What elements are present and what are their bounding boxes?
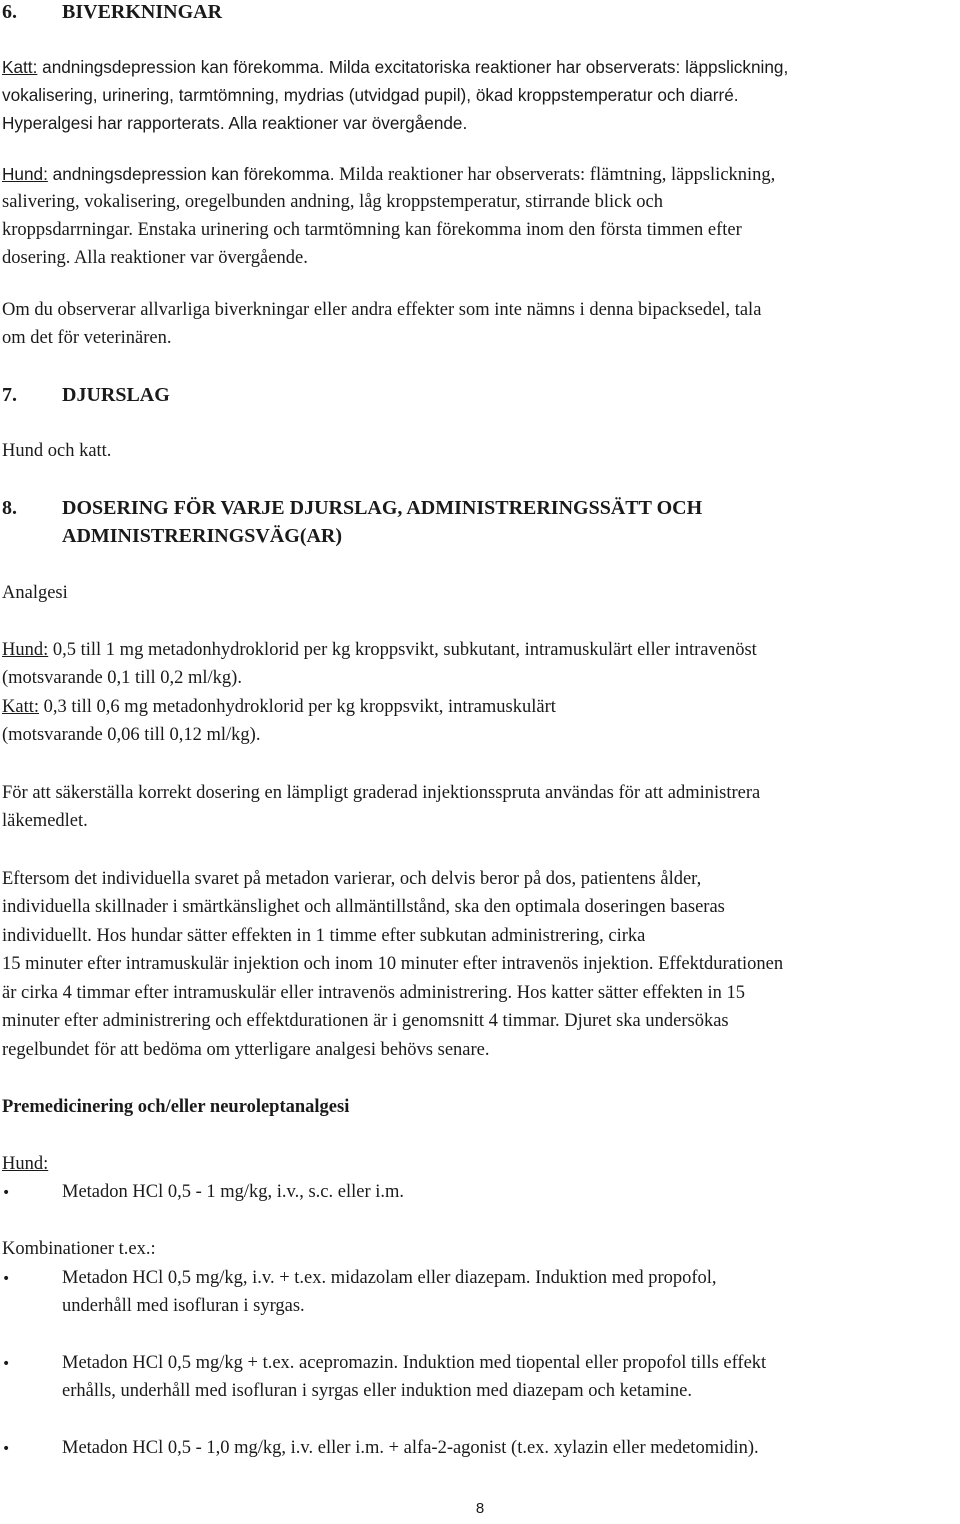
katt-side-effects-line-3: Hyperalgesi har rapporterats. Alla reaktioner var övergående. — [2, 113, 468, 133]
analgesi-heading: Analgesi — [2, 583, 68, 603]
bullet-3-marker: • — [2, 1356, 11, 1372]
individual-line-2: individuella skillnader i smärtkänslighet och allmäntillstånd, ska den optimala doseringen baseras — [2, 897, 725, 917]
katt-label: Katt: — [2, 57, 38, 77]
section-6-heading — [2, 0, 222, 27]
katt-text-1: andningsdepression kan förekomma. Milda excitatoriska reaktioner har observerats: läppslickning, — [37, 57, 789, 77]
bullet-2-line-1: Metadon HCl 0,5 mg/kg, i.v. + t.ex. midazolam eller diazepam. Induktion med propofol, — [62, 1268, 717, 1288]
individual-line-5: är cirka 4 timmar efter intramuskulär eller intravenös administrering. Hos katter sätter effekten in 15 — [2, 983, 745, 1003]
katt-side-effects-line-2: vokalisering, urinering, tarmtömning, mydrias (utvidgad pupil), ökad kroppstemperatur och diarré. — [2, 85, 739, 105]
premed-hund-label: Hund: — [2, 1154, 49, 1174]
hund-text-1b: Milda reaktioner har observerats: flämtning, läppslickning, — [334, 165, 776, 185]
hund-side-effects-line-2: salivering, vokalisering, oregelbunden andning, låg kroppstemperatur, stirrande blick och — [2, 192, 663, 212]
section-8-title-line-1: DOSERING FÖR VARJE DJURSLAG, ADMINISTRERINGSSÄTT OCH — [62, 497, 703, 519]
section-8-title-line-2: ADMINISTRERINGSVÄG(AR) — [62, 525, 343, 547]
section-7-number: 7. — [2, 384, 17, 406]
premed-heading: Premedicinering och/eller neuroleptanalgesi — [2, 1097, 350, 1117]
kombinationer-label: Kombinationer t.ex.: — [2, 1239, 156, 1259]
hund-side-effects-line-1 — [2, 160, 775, 190]
hund-dose-line-1 — [2, 636, 757, 665]
section-8-number: 8. — [2, 497, 17, 519]
bullet-3-line-2: erhålls, underhåll med isofluran i syrgas eller induktion med diazepam och ketamine. — [62, 1381, 693, 1401]
katt-dose-label: Katt: — [2, 697, 39, 717]
hund-label: Hund: — [2, 164, 48, 184]
hund-dose-line-2: (motsvarande 0,1 till 0,2 ml/kg). — [2, 668, 242, 688]
individual-line-7: regelbundet för att bedöma om ytterligare analgesi behövs senare. — [2, 1040, 490, 1060]
individual-line-6: minuter efter administrering och effektdurationen är i genomsnitt 4 timmar. Djuret ska undersökas — [2, 1011, 729, 1031]
bullet-2-line-2: underhåll med isofluran i syrgas. — [62, 1296, 305, 1316]
hund-dose-text: 0,5 till 1 mg metadonhydroklorid per kg kroppsvikt, subkutant, intramuskulärt eller intravenöst — [48, 640, 757, 660]
katt-side-effects-line-1 — [2, 53, 788, 82]
report-line-2: om det för veterinären. — [2, 328, 172, 348]
bullet-3-line-1: Metadon HCl 0,5 mg/kg + t.ex. acepromazin. Induktion med tiopental eller propofol tills effekt — [62, 1353, 767, 1373]
report-line-1: Om du observerar allvarliga biverkningar eller andra effekter som inte nämns i denna bipacksedel, tala — [2, 300, 762, 320]
hund-text-1a: andningsdepression kan förekomma. — [47, 164, 335, 184]
individual-line-1: Eftersom det individuella svaret på metadon varierar, och delvis beror på dos, patientens ålder, — [2, 869, 702, 889]
katt-dose-text: 0,3 till 0,6 mg metadonhydroklorid per kg kroppsvikt, intramuskulärt — [39, 697, 556, 717]
syringe-line-2: läkemedlet. — [2, 811, 88, 831]
hund-side-effects-line-3: kroppsdarrningar. Enstaka urinering och tarmtömning kan förekomma inom den första timmen efter — [2, 220, 742, 240]
section-6-number: 6. — [2, 1, 17, 23]
bullet-1-marker: • — [2, 1185, 11, 1201]
hund-side-effects-line-4: dosering. Alla reaktioner var övergående. — [2, 248, 308, 268]
bullet-4-text: Metadon HCl 0,5 - 1,0 mg/kg, i.v. eller i.m. + alfa-2-agonist (t.ex. xylazin eller medetomidin). — [62, 1438, 759, 1458]
section-7-heading — [2, 381, 170, 410]
katt-dose-line-2: (motsvarande 0,06 till 0,12 ml/kg). — [2, 725, 261, 745]
section-8-heading — [2, 494, 702, 523]
hund-dose-label: Hund: — [2, 640, 49, 660]
syringe-line-1: För att säkerställa korrekt dosering en lämpligt graderad injektionsspruta användas för att administrera — [2, 783, 761, 803]
individual-line-4: 15 minuter efter intramuskulär injektion och inom 10 minuter efter intravenös injektion. Effektdurationen — [2, 954, 784, 974]
bullet-4-marker: • — [2, 1441, 11, 1457]
bullet-2-marker: • — [2, 1271, 11, 1287]
section-6-title: BIVERKNINGAR — [62, 1, 223, 23]
section-7-title: DJURSLAG — [62, 384, 170, 406]
bullet-1-text: Metadon HCl 0,5 - 1 mg/kg, i.v., s.c. eller i.m. — [62, 1182, 405, 1202]
section-7-body: Hund och katt. — [2, 441, 112, 461]
individual-line-3: individuellt. Hos hundar sätter effekten in 1 timme efter subkutan administrering, cirka — [2, 926, 646, 946]
page-number: 8 — [475, 1500, 485, 1517]
katt-dose-line-1 — [2, 693, 556, 722]
